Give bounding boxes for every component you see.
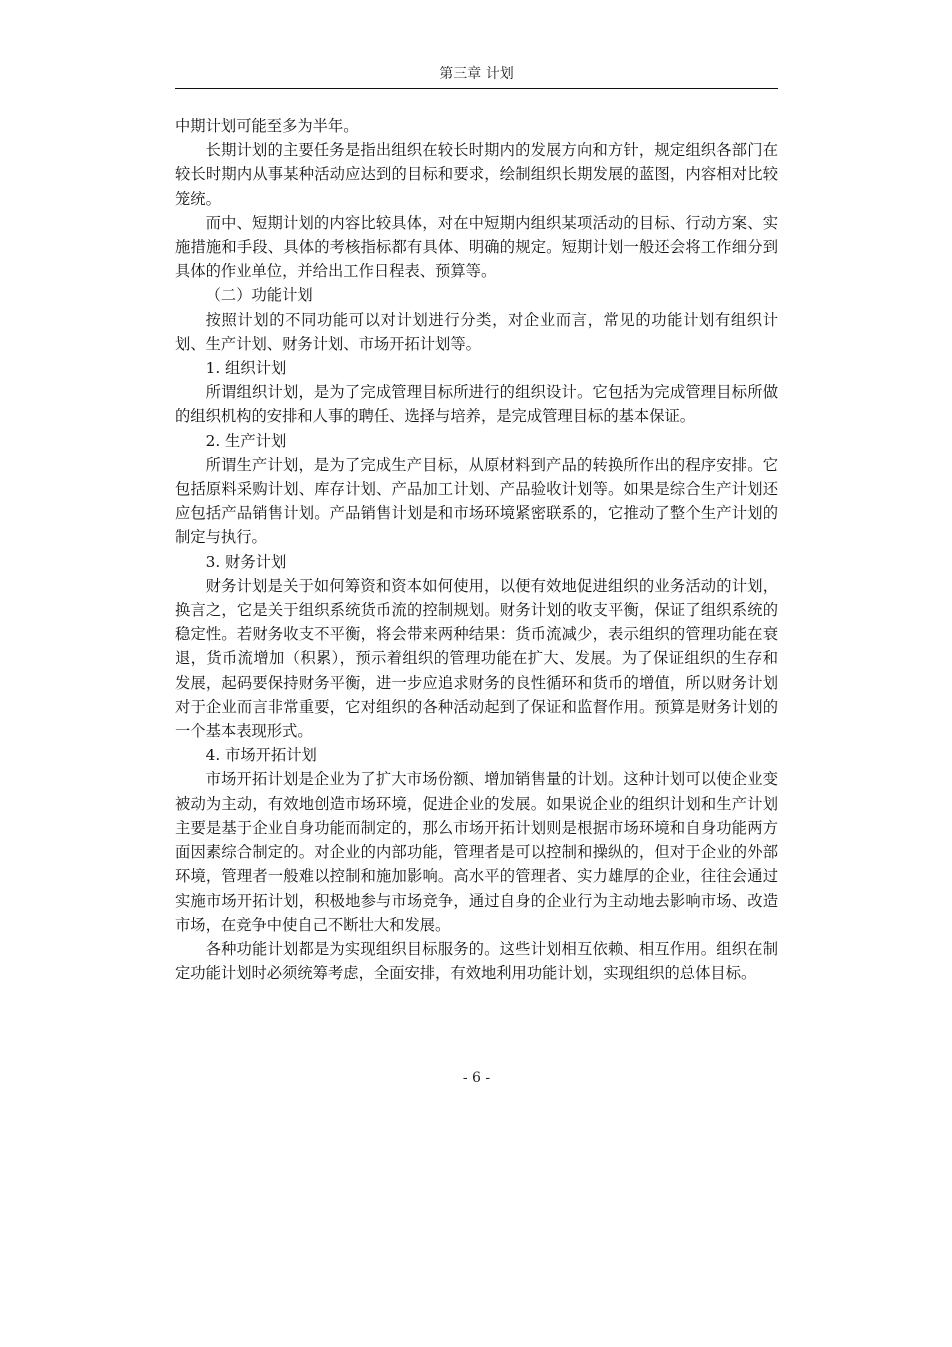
subsection-heading: 1. 组织计划 — [205, 359, 287, 378]
paragraph: 中期计划可能至多为半年。 — [175, 117, 359, 135]
section-heading: （二）功能计划 — [205, 286, 313, 305]
paragraph: 所谓组织计划，是为了完成管理目标所进行的组织设计。它包括为完成管理目标所做的组织机构的安排和人事的聘任、选择与培养，是完成管理目标的基本保证。 — [175, 383, 778, 426]
subsection-heading: 2. 生产计划 — [205, 431, 287, 450]
header-rule — [175, 88, 778, 89]
subsection-heading: 4. 市场开拓计划 — [205, 746, 317, 765]
paragraph: 各种功能计划都是为实现组织目标服务的。这些计划相互依赖、相互作用。组织在制定功能计划时必须统筹考虑，全面安排，有效地利用功能计划，实现组织的总体目标。 — [175, 939, 778, 983]
body-text — [175, 114, 778, 985]
paragraph: 所谓生产计划，是为了完成生产目标，从原材料到产品的转换所作出的程序安排。它包括原料采购计划、库存计划、产品加工计划、产品验收计划等。如果是综合生产计划还应包括产品销售计划。产品销售计划是和市场环境紧密联系的，它推动了整个生产计划的制定与执行。 — [175, 455, 778, 547]
running-header: 第三章 计划 — [439, 66, 514, 82]
paragraph: 按照计划的不同功能可以对计划进行分类，对企业而言，常见的功能计划有组织计划、生产计划、财务计划、市场开拓计划等。 — [175, 310, 778, 353]
paragraph: 而中、短期计划的内容比较具体，对在中短期内组织某项活动的目标、行动方案、实施措施和手段、具体的考核指标都有具体、明确的规定。短期计划一般还会将工作细分到具体的作业单位，并给出工作日程表、预算等。 — [175, 213, 778, 281]
paragraph: 财务计划是关于如何筹资和资本如何使用，以便有效地促进组织的业务活动的计划，换言之，它是关于组织系统货币流的控制规划。财务计划的收支平衡，保证了组织系统的稳定性。若财务收支不平衡，将会带来两种结果：货币流减少，表示组织的管理功能在衰退，货币流增加（积累），预示着组织的管理功能在扩大、发展。为了保证组织的生存和发展，起码要保持财务平衡，进一步应追求财务的良性循环和货币的增值，所以财务计划对于企业而言非常重要，它对组织的各种活动起到了保证和监督作用。预算是财务计划的一个基本表现形式。 — [175, 576, 778, 741]
page-number: - 6 - — [462, 1070, 491, 1086]
paragraph: 市场开拓计划是企业为了扩大市场份额、增加销售量的计划。这种计划可以使企业变被动为主动，有效地创造市场环境，促进企业的发展。如果说企业的组织计划和生产计划主要是基于企业自身功能而制定的，那么市场开拓计划则是根据市场环境和自身功能两方面因素综合制定的。对企业的内部功能，管理者是可以控制和操纵的，但对于企业的外部环境，管理者一般难以控制和施加影响。高水平的管理者、实力雄厚的企业，往往会通过实施市场开拓计划，积极地参与市场竞争，通过自身的企业行为主动地去影响市场、改造市场，在竞争中使自己不断壮大和发展。 — [175, 770, 778, 934]
paragraph: 长期计划的主要任务是指出组织在较长时期内的发展方向和方针，规定组织各部门在较长时期内从事某种活动应达到的目标和要求，绘制组织长期发展的蓝图，内容相对比较笼统。 — [175, 141, 778, 208]
subsection-heading: 3. 财务计划 — [205, 552, 287, 571]
